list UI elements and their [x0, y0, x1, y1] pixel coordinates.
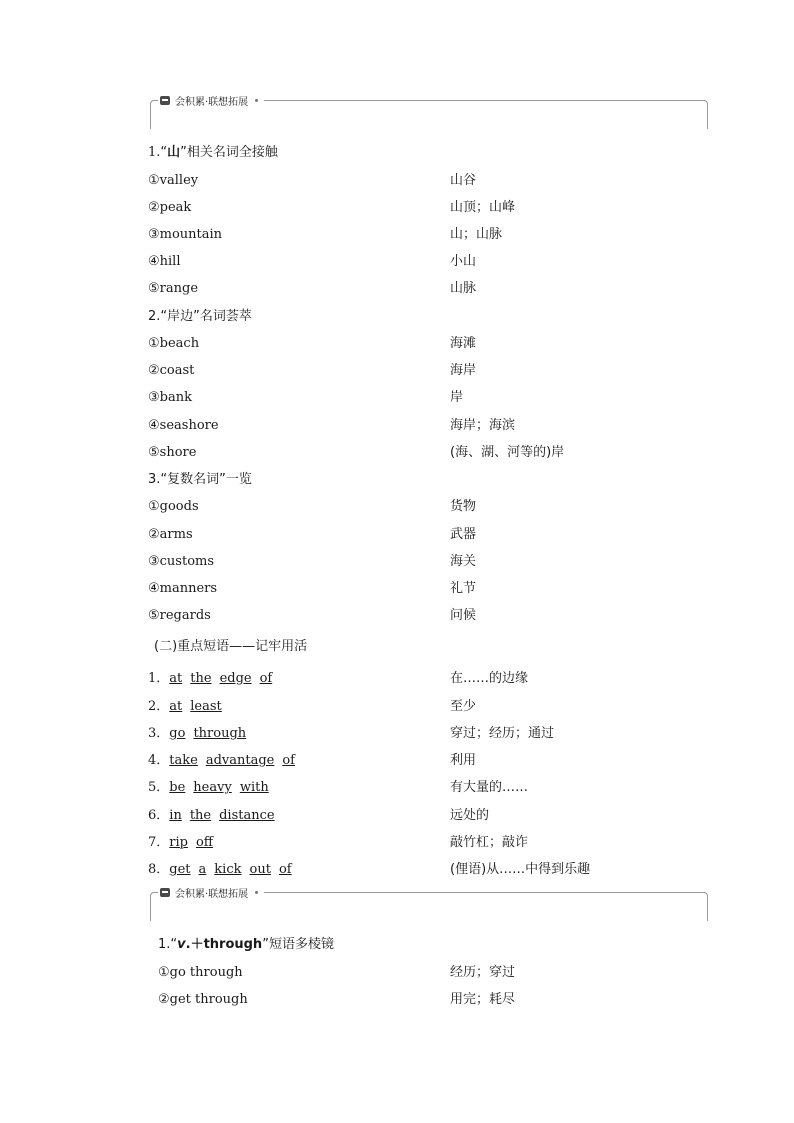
phrase-row: 3．go through 穿过；经历；通过 — [148, 726, 555, 741]
list-item: ②get through 用完；耗尽 — [158, 992, 516, 1007]
phrase-text: rip off — [169, 835, 214, 850]
section-box-header — [150, 886, 708, 922]
list-item: ③bank 岸 — [148, 390, 464, 405]
section4-heading: 1.“v.＋through”短语多棱镜 — [158, 937, 334, 952]
box-label: 会积累·联想拓展 — [175, 888, 249, 900]
list-item: ⑤regards 问候 — [148, 608, 477, 623]
phrase-text: get a kick out of — [169, 862, 292, 877]
list-item: ⑤shore (海、湖、河等的)岸 — [148, 445, 565, 460]
box-label: 会积累·联想拓展 — [175, 96, 249, 108]
list-item: ②arms 武器 — [148, 527, 477, 542]
phrase-text: at the edge of — [169, 671, 273, 686]
section3-heading: 3.“复数名词”一览 — [148, 472, 252, 487]
section-box-header — [150, 94, 708, 130]
phrase-row: 6．in the distance 远处的 — [148, 808, 490, 823]
list-item: ⑤range 山脉 — [148, 281, 477, 296]
list-item: ③customs 海关 — [148, 554, 477, 569]
phrases-heading: (二)重点短语——记牢用活 — [154, 639, 308, 654]
box-tag — [158, 886, 264, 898]
box-icon — [160, 96, 170, 105]
section2-heading: 2.“岸边”名词荟萃 — [148, 309, 252, 324]
phrase-text: go through — [169, 726, 247, 741]
phrase-text: in the distance — [169, 808, 275, 823]
dot-icon — [255, 891, 258, 894]
heading-key: 山 — [167, 145, 181, 160]
list-item: ④seashore 海岸；海滨 — [148, 418, 516, 433]
phrase-row: 7．rip off 敲竹杠；敲诈 — [148, 835, 529, 850]
phrase-row: 4．take advantage of 利用 — [148, 753, 477, 768]
dot-icon — [255, 99, 258, 102]
list-item: ③mountain 山；山脉 — [148, 227, 503, 242]
box-tag — [158, 94, 264, 106]
list-item: ②peak 山顶；山峰 — [148, 200, 516, 215]
phrase-row: 1．at the edge of 在……的边缘 — [148, 671, 529, 686]
list-item: ②coast 海岸 — [148, 363, 477, 378]
phrase-text: be heavy with — [169, 780, 269, 795]
list-item: ①beach 海滩 — [148, 336, 477, 351]
list-item: ①goods 货物 — [148, 499, 477, 514]
box-icon — [160, 888, 170, 897]
list-item: ④manners 礼节 — [148, 581, 477, 596]
list-item: ①go through 经历；穿过 — [158, 965, 516, 980]
list-item: ④hill 小山 — [148, 254, 477, 269]
list-item: ①valley 山谷 — [148, 173, 477, 188]
phrase-text: take advantage of — [169, 753, 295, 768]
section1-heading: 1.“山”相关名词全接触 — [148, 145, 278, 160]
phrase-row: 8．get a kick out of (俚语)从……中得到乐趣 — [148, 862, 591, 877]
phrase-text: at least — [169, 699, 222, 714]
phrase-row: 5．be heavy with 有大量的…… — [148, 780, 529, 795]
phrase-row: 2．at least 至少 — [148, 699, 477, 714]
